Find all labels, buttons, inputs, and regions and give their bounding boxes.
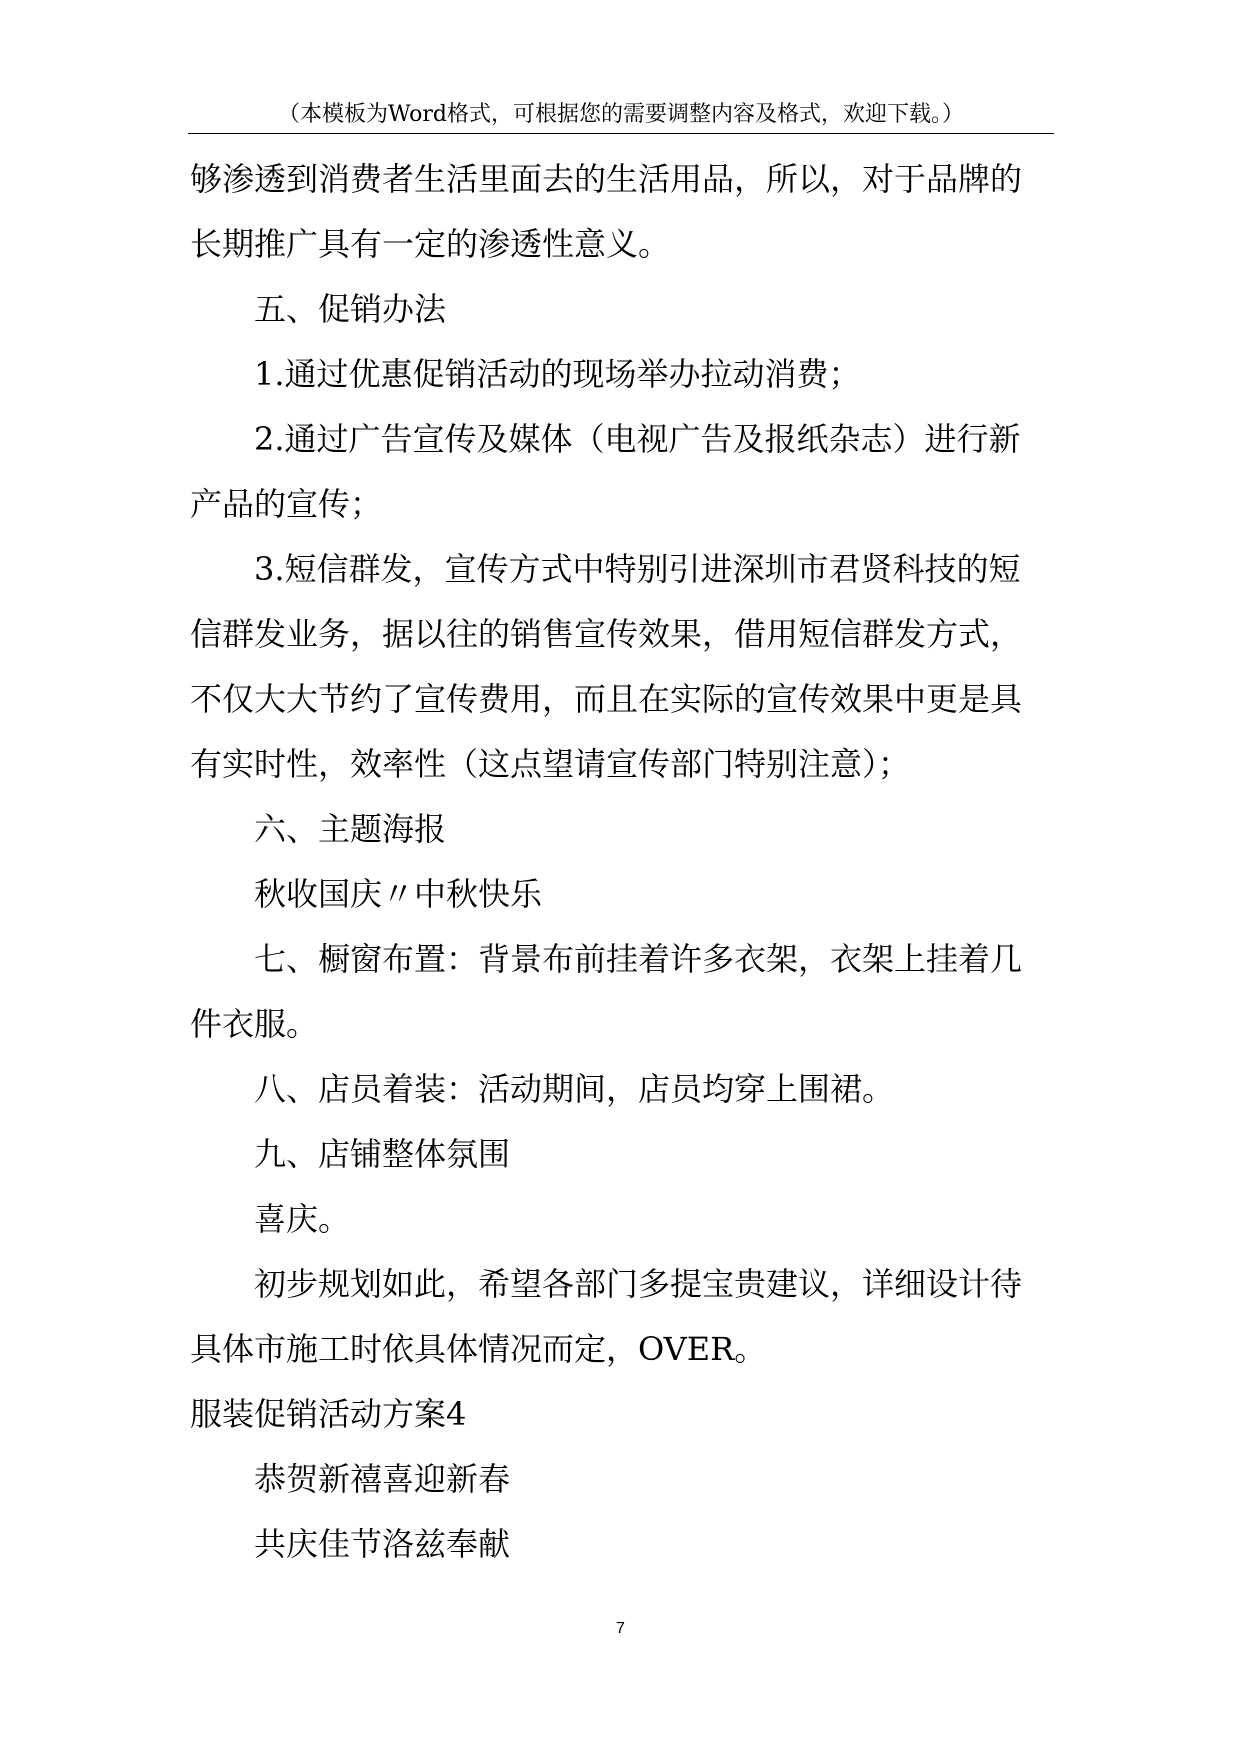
text-line: 信群发业务，据以往的销售宣传效果，借用短信群发方式， xyxy=(190,615,1023,653)
section-heading: 九、店铺整体氛围 xyxy=(254,1135,511,1173)
text-line: 初步规划如此，希望各部门多提宝贵建议，详细设计待 xyxy=(254,1265,1023,1303)
page-header xyxy=(188,97,1054,134)
text-line: 产品的宣传； xyxy=(190,485,383,523)
text-line: 具体市施工时依具体情况而定，OVER。 xyxy=(190,1330,767,1368)
text-line: 恭贺新禧喜迎新春 xyxy=(254,1460,511,1498)
list-item: 3.短信群发，宣传方式中特别引进深圳市君贤科技的短 xyxy=(254,550,1021,588)
text-line: 共庆佳节洛兹奉献 xyxy=(254,1525,511,1563)
text-line: 长期推广具有一定的渗透性意义。 xyxy=(190,225,671,263)
text-line: 件衣服。 xyxy=(190,1005,319,1043)
list-item: 1.通过优惠促销活动的现场举办拉动消费； xyxy=(254,355,861,393)
text-line: 不仅大大节约了宣传费用，而且在实际的宣传效果中更是具 xyxy=(190,680,1023,718)
list-item: 2.通过广告宣传及媒体（电视广告及报纸杂志）进行新 xyxy=(254,420,1021,458)
text-line: 秋收国庆〃中秋快乐 xyxy=(254,875,543,913)
text-line: 喜庆。 xyxy=(254,1200,351,1238)
text-line: 有实时性，效率性（这点望请宣传部门特别注意）； xyxy=(190,745,911,783)
section-heading: 八、店员着装：活动期间，店员均穿上围裙。 xyxy=(254,1070,895,1108)
header-note: （本模板为Word格式，可根据您的需要调整内容及格式，欢迎下载。） xyxy=(278,102,964,127)
text-line: 够渗透到消费者生活里面去的生活用品，所以，对于品牌的 xyxy=(190,160,1023,198)
document-title: 服装促销活动方案4 xyxy=(190,1395,467,1433)
section-heading: 六、主题海报 xyxy=(254,810,447,848)
section-heading: 五、促销办法 xyxy=(254,290,447,328)
page-number-text: 7 xyxy=(616,1620,625,1637)
section-heading: 七、橱窗布置：背景布前挂着许多衣架，衣架上挂着几 xyxy=(254,940,1023,978)
page-number xyxy=(0,1620,1241,1638)
document-body xyxy=(190,147,1056,1577)
